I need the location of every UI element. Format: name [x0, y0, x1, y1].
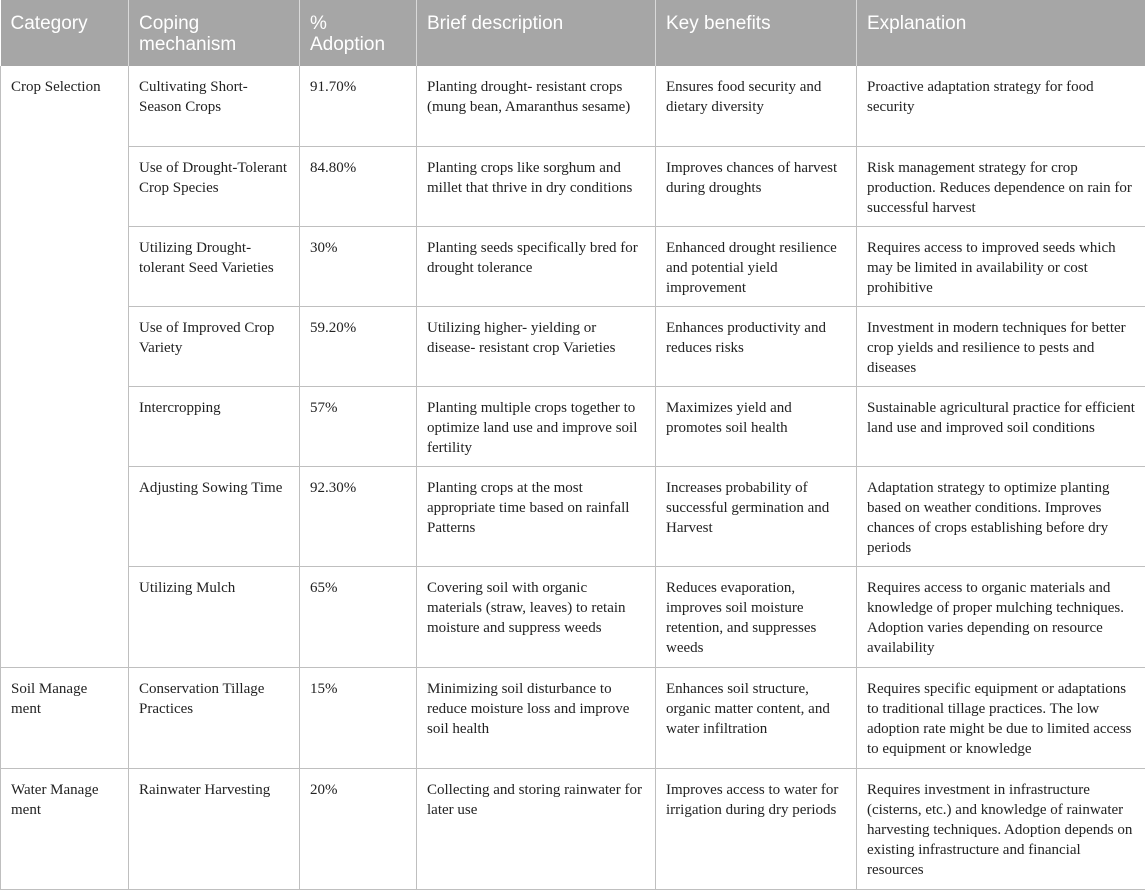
explanation-cell: Risk management strategy for crop production. Reduces dependence on rain for successful harvest	[857, 146, 1145, 226]
adoption-cell: 59.20%	[300, 306, 417, 386]
benefits-cell: Ensures food security and dietary diversity	[656, 66, 857, 146]
mechanism-cell: Adjusting Sowing Time	[129, 466, 300, 566]
category-cell-soil-management: Soil Manage ment	[1, 667, 129, 768]
description-cell: Planting multiple crops together to optimize land use and improve soil fertility	[417, 386, 656, 466]
benefits-cell: Enhances productivity and reduces risks	[656, 306, 857, 386]
benefits-cell: Reduces evaporation, improves soil moisture retention, and suppresses weeds	[656, 566, 857, 667]
category-cell-water-management: Water Manage ment	[1, 768, 129, 889]
mechanism-cell: Use of Drought-Tolerant Crop Species	[129, 146, 300, 226]
table-header	[1, 0, 1145, 66]
benefits-cell: Maximizes yield and promotes soil health	[656, 386, 857, 466]
description-cell: Collecting and storing rainwater for later use	[417, 768, 656, 889]
table-row	[1, 768, 1145, 889]
adoption-cell: 65%	[300, 566, 417, 667]
description-cell: Minimizing soil disturbance to reduce moisture loss and improve soil health	[417, 667, 656, 768]
mechanism-cell: Use of Improved Crop Variety	[129, 306, 300, 386]
description-cell: Planting seeds specifically bred for drought tolerance	[417, 226, 656, 306]
adoption-cell: 91.70%	[300, 66, 417, 146]
benefits-cell: Enhances soil structure, organic matter content, and water infiltration	[656, 667, 857, 768]
table-row	[1, 566, 1145, 667]
adoption-cell: 30%	[300, 226, 417, 306]
header-key-benefits: Key benefits	[656, 0, 857, 66]
explanation-cell: Investment in modern techniques for better crop yields and resilience to pests and diseases	[857, 306, 1145, 386]
header-brief-description: Brief description	[417, 0, 656, 66]
explanation-cell: Requires access to improved seeds which may be limited in availability or cost prohibitive	[857, 226, 1145, 306]
adoption-cell: 92.30%	[300, 466, 417, 566]
description-cell: Planting drought- resistant crops (mung bean, Amaranthus sesame)	[417, 66, 656, 146]
benefits-cell: Enhanced drought resilience and potential yield improvement	[656, 226, 857, 306]
table-row	[1, 146, 1145, 226]
mechanism-cell: Rainwater Harvesting	[129, 768, 300, 889]
explanation-cell: Requires access to organic materials and knowledge of proper mulching techniques. Adoption varies depending on resource availability	[857, 566, 1145, 667]
explanation-cell: Requires investment in infrastructure (cisterns, etc.) and knowledge of rainwater harvesting techniques. Adoption depends on existing infrastructure and financial resources	[857, 768, 1145, 889]
category-cell-crop-selection: Crop Selection	[1, 66, 129, 667]
adoption-cell: 15%	[300, 667, 417, 768]
header-adoption: % Adoption	[300, 0, 417, 66]
table-row	[1, 386, 1145, 466]
header-category: Category	[1, 0, 129, 66]
header-coping-mechanism: Coping mechanism	[129, 0, 300, 66]
description-cell: Planting crops at the most appropriate time based on rainfall Patterns	[417, 466, 656, 566]
table-row	[1, 306, 1145, 386]
table-row	[1, 466, 1145, 566]
explanation-cell: Proactive adaptation strategy for food security	[857, 66, 1145, 146]
mechanism-cell: Cultivating Short-Season Crops	[129, 66, 300, 146]
benefits-cell: Increases probability of successful germination and Harvest	[656, 466, 857, 566]
table-row	[1, 226, 1145, 306]
explanation-cell: Adaptation strategy to optimize planting based on weather conditions. Improves chances of crops establishing before dry periods	[857, 466, 1145, 566]
mechanism-cell: Conservation Tillage Practices	[129, 667, 300, 768]
table-row	[1, 66, 1145, 146]
adoption-cell: 84.80%	[300, 146, 417, 226]
explanation-cell: Sustainable agricultural practice for efficient land use and improved soil conditions	[857, 386, 1145, 466]
mechanism-cell: Utilizing Mulch	[129, 566, 300, 667]
header-explanation: Explanation	[857, 0, 1145, 66]
adoption-cell: 20%	[300, 768, 417, 889]
benefits-cell: Improves access to water for irrigation during dry periods	[656, 768, 857, 889]
mechanism-cell: Utilizing Drought-tolerant Seed Varieties	[129, 226, 300, 306]
explanation-cell: Requires specific equipment or adaptations to traditional tillage practices. The low adoption rate might be due to limited access to equipment or knowledge	[857, 667, 1145, 768]
description-cell: Utilizing higher- yielding or disease- resistant crop Varieties	[417, 306, 656, 386]
mechanism-cell: Intercropping	[129, 386, 300, 466]
table-body	[1, 66, 1145, 889]
table-row	[1, 667, 1145, 768]
adoption-cell: 57%	[300, 386, 417, 466]
description-cell: Covering soil with organic materials (straw, leaves) to retain moisture and suppress weeds	[417, 566, 656, 667]
header-row	[1, 0, 1145, 66]
benefits-cell: Improves chances of harvest during droughts	[656, 146, 857, 226]
description-cell: Planting crops like sorghum and millet that thrive in dry conditions	[417, 146, 656, 226]
